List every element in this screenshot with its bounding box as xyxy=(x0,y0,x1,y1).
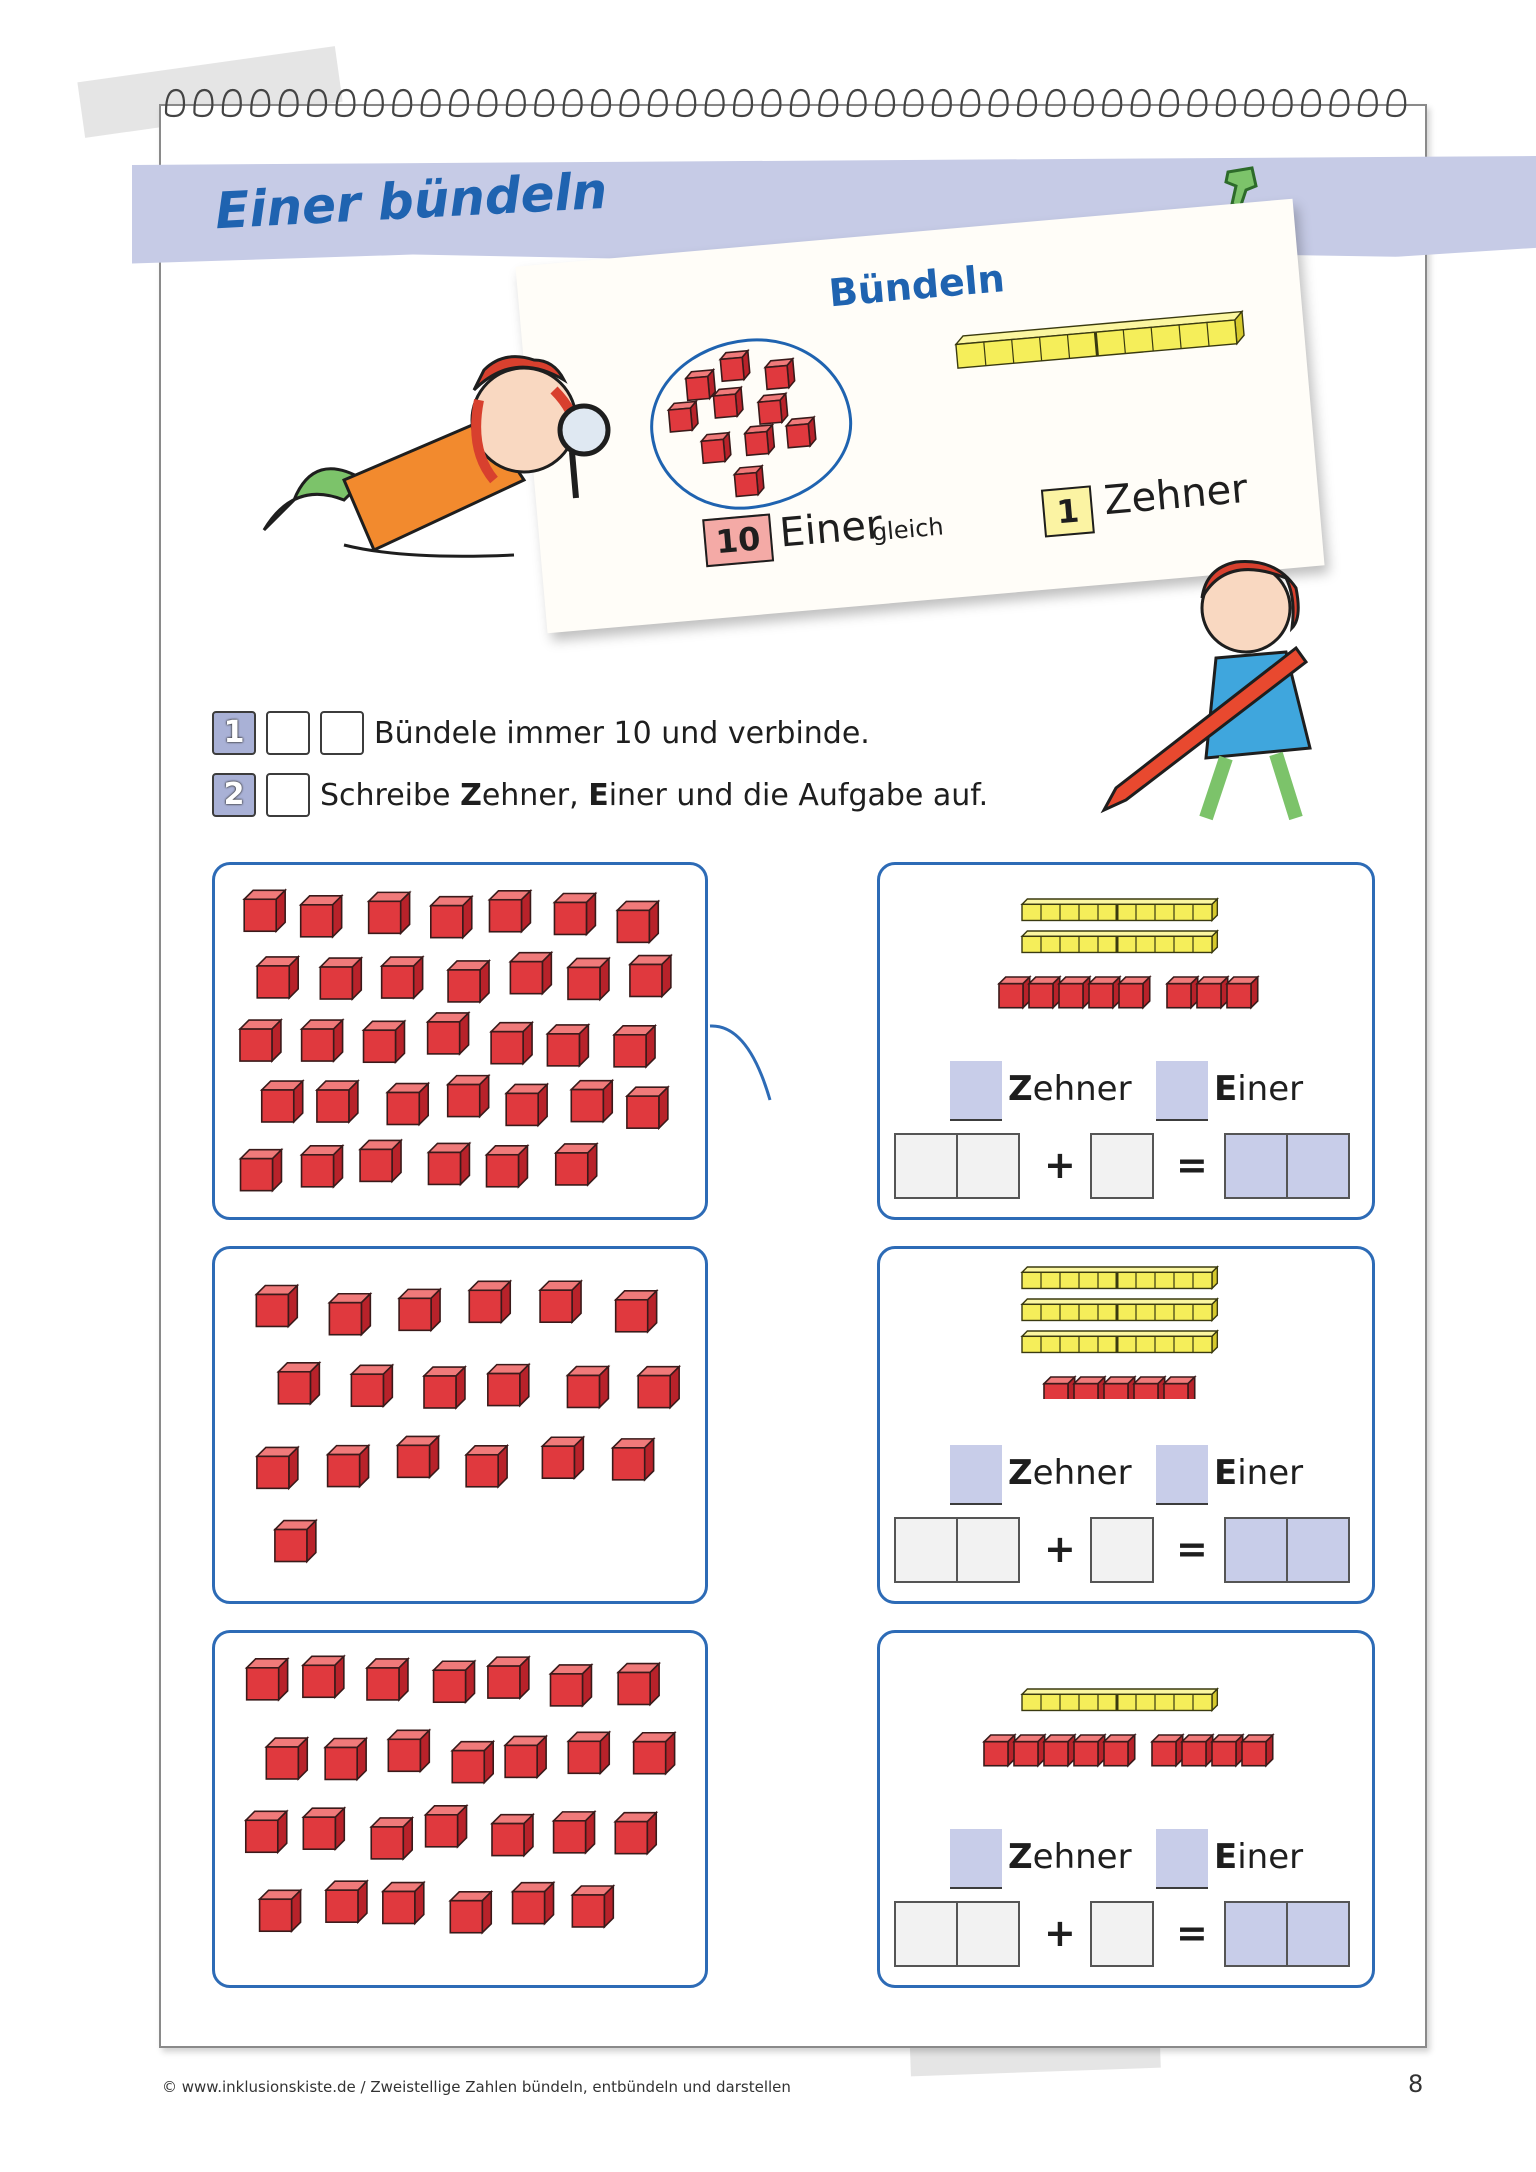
footer-copyright: © www.inklusionskiste.de / Zweistellige Zahlen bündeln, entbündeln und darstellen xyxy=(162,2078,791,2096)
einer-label: Einer xyxy=(1214,1837,1304,1877)
loose-cube xyxy=(244,890,285,931)
task-1-text: Bündele immer 10 und verbinde. xyxy=(374,715,870,751)
loose-cube xyxy=(513,1883,554,1924)
page-number: 8 xyxy=(1408,2070,1424,2098)
einer-write-field[interactable] xyxy=(1156,1829,1208,1887)
cube-field-2[interactable] xyxy=(212,1246,708,1604)
page-title: Einer bündeln xyxy=(213,161,609,241)
result-ones-field[interactable] xyxy=(1286,1901,1350,1967)
answer-box-2 xyxy=(877,1246,1375,1604)
example-cube xyxy=(720,351,751,382)
answer-ten-rod xyxy=(1022,1299,1217,1320)
girl-pencil-illustration xyxy=(1096,548,1346,848)
example-cube xyxy=(713,387,744,418)
loose-cube xyxy=(488,1365,529,1406)
loose-cube xyxy=(448,1076,489,1117)
loose-cube xyxy=(466,1446,507,1487)
answer-box-3 xyxy=(877,1630,1375,1988)
plus-sign: + xyxy=(1044,1911,1076,1955)
answer-cube xyxy=(999,977,1030,1008)
loose-cube xyxy=(383,1883,424,1924)
task-1 xyxy=(212,710,870,756)
loose-cube xyxy=(262,1081,303,1122)
loose-cube xyxy=(266,1738,307,1779)
answer-cube xyxy=(1029,977,1060,1008)
answer-cube xyxy=(984,1735,1015,1766)
answer-ten-rod xyxy=(1022,1689,1217,1710)
loose-cube xyxy=(275,1521,316,1562)
loose-cube xyxy=(567,1367,608,1408)
loose-cube xyxy=(382,957,423,998)
loose-cube xyxy=(547,1025,588,1066)
loose-cube xyxy=(571,1081,612,1122)
loose-cube xyxy=(329,1294,370,1335)
loose-cube xyxy=(257,957,298,998)
loose-cube xyxy=(448,961,489,1002)
loose-cube xyxy=(424,1367,465,1408)
zehner-label: Zehner xyxy=(1008,1453,1132,1493)
loose-cube xyxy=(554,894,595,935)
tens-digit-field[interactable] xyxy=(894,1517,958,1583)
loose-cube xyxy=(428,1013,469,1054)
answer-cube xyxy=(1227,977,1258,1008)
loose-cube xyxy=(489,891,530,932)
loose-cube xyxy=(614,1026,655,1067)
pencil-icon xyxy=(320,711,364,755)
loose-cube xyxy=(568,1732,609,1773)
loose-cube xyxy=(320,958,361,999)
answer-cube xyxy=(1104,1735,1135,1766)
result-tens-field[interactable] xyxy=(1224,1517,1288,1583)
spiral-binding xyxy=(160,82,1422,122)
answer-cube xyxy=(1197,977,1228,1008)
loose-cube xyxy=(302,1146,343,1187)
plus-sign: + xyxy=(1044,1527,1076,1571)
loose-cube xyxy=(303,1656,344,1697)
result-tens-field[interactable] xyxy=(1224,1133,1288,1199)
addend-field[interactable] xyxy=(1090,1901,1154,1967)
loose-cube xyxy=(388,1730,429,1771)
answer-ten-rod xyxy=(1022,1331,1217,1352)
answer-cube xyxy=(1134,1377,1165,1399)
loose-cube xyxy=(452,1742,493,1783)
loose-cube xyxy=(360,1140,401,1181)
loose-cube xyxy=(301,896,342,937)
addend-field[interactable] xyxy=(1090,1133,1154,1199)
answer-cube xyxy=(1044,1735,1075,1766)
loose-cube xyxy=(617,901,658,942)
loose-cube xyxy=(431,897,472,938)
example-cube xyxy=(668,401,699,432)
loose-cube xyxy=(303,1808,344,1849)
ones-label: Einer xyxy=(777,501,885,557)
color-pencil-icon xyxy=(266,711,310,755)
loose-cube xyxy=(627,1087,668,1128)
tens-digit-field[interactable] xyxy=(894,1901,958,1967)
task-number-1: 1 xyxy=(212,711,256,755)
loose-cube xyxy=(302,1020,343,1061)
loose-cube xyxy=(630,956,671,997)
tens-digit-field[interactable] xyxy=(894,1133,958,1199)
answer-cube xyxy=(1167,977,1198,1008)
example-cube xyxy=(744,425,775,456)
loose-cube xyxy=(556,1144,597,1185)
answer-cube xyxy=(1152,1735,1183,1766)
loose-cube xyxy=(568,958,609,999)
loose-cube xyxy=(428,1143,469,1184)
tens-count-tag: 1 xyxy=(1041,485,1095,537)
loose-cube xyxy=(488,1657,529,1698)
loose-cube xyxy=(260,1890,301,1931)
answer-cube xyxy=(1182,1735,1213,1766)
write-icon xyxy=(266,773,310,817)
loose-cube xyxy=(492,1815,533,1856)
answer-ten-rod xyxy=(1022,1267,1217,1288)
answer-ten-rod xyxy=(1022,899,1217,920)
loose-cube xyxy=(369,892,410,933)
answer-cube xyxy=(1014,1735,1045,1766)
answer-cube xyxy=(1104,1377,1135,1399)
loose-cube xyxy=(364,1021,405,1062)
answer-cube xyxy=(1212,1735,1243,1766)
loose-cube xyxy=(387,1084,428,1125)
ones-digit-field[interactable] xyxy=(956,1901,1020,1967)
loose-cube xyxy=(634,1733,675,1774)
answer-cube xyxy=(1119,977,1150,1008)
addend-field[interactable] xyxy=(1090,1517,1154,1583)
loose-cube xyxy=(240,1020,281,1061)
loose-cube xyxy=(542,1437,583,1478)
equals-sign: = xyxy=(1176,1527,1208,1571)
einer-label: Einer xyxy=(1214,1453,1304,1493)
example-cube xyxy=(685,370,716,401)
example-cube xyxy=(701,433,732,464)
zehner-label: Zehner xyxy=(1008,1069,1132,1109)
loose-cube xyxy=(506,1084,547,1125)
loose-cube xyxy=(550,1665,591,1706)
loose-cube xyxy=(615,1813,656,1854)
answer-ten-rod xyxy=(1022,931,1217,952)
answer-cube xyxy=(1089,977,1120,1008)
zehner-write-field[interactable] xyxy=(950,1445,1002,1503)
loose-cube xyxy=(618,1664,659,1705)
result-ones-field[interactable] xyxy=(1286,1517,1350,1583)
answer-cube xyxy=(1044,1377,1075,1399)
einer-label: Einer xyxy=(1214,1069,1304,1109)
loose-cube xyxy=(638,1367,679,1408)
loose-cube xyxy=(325,1739,366,1780)
zehner-write-field[interactable] xyxy=(950,1829,1002,1887)
loose-cube xyxy=(247,1659,288,1700)
ones-count-tag: 10 xyxy=(702,513,774,567)
loose-cube xyxy=(616,1291,657,1332)
task-number-2: 2 xyxy=(212,773,256,817)
einer-write-field[interactable] xyxy=(1156,1061,1208,1119)
plus-sign: + xyxy=(1044,1143,1076,1187)
result-tens-field[interactable] xyxy=(1224,1901,1288,1967)
result-ones-field[interactable] xyxy=(1286,1133,1350,1199)
loose-cube xyxy=(398,1436,439,1477)
loose-cube xyxy=(434,1661,475,1702)
equals-sign: = xyxy=(1176,1911,1208,1955)
loose-cube xyxy=(469,1281,510,1322)
card-title: Bündeln xyxy=(827,256,1007,316)
loose-cube xyxy=(246,1811,287,1852)
answer-cube xyxy=(1242,1735,1273,1766)
example-cube xyxy=(786,417,817,448)
answer-cube xyxy=(1164,1377,1195,1399)
loose-cube xyxy=(572,1886,613,1927)
loose-cube xyxy=(450,1892,491,1933)
task-2 xyxy=(212,772,988,818)
equals-word: gleich xyxy=(870,512,945,547)
loose-cube xyxy=(399,1289,440,1330)
cube-field-3[interactable] xyxy=(212,1630,708,1988)
loose-cube xyxy=(278,1363,319,1404)
girl-magnifier-illustration xyxy=(254,330,614,590)
loose-cube xyxy=(554,1812,595,1853)
answer-cube xyxy=(1074,1377,1105,1399)
loose-cube xyxy=(367,1659,408,1700)
loose-cube xyxy=(540,1281,581,1322)
loose-cube xyxy=(426,1806,467,1847)
loose-cube xyxy=(317,1081,358,1122)
answer-cube xyxy=(1059,977,1090,1008)
loose-cube xyxy=(613,1439,654,1480)
loose-cube xyxy=(256,1286,297,1327)
example-cube xyxy=(758,394,789,425)
answer-cube xyxy=(1074,1735,1105,1766)
example-cube xyxy=(734,466,765,497)
zehner-write-field[interactable] xyxy=(950,1061,1002,1119)
loose-cube xyxy=(351,1365,392,1406)
answer-box-1 xyxy=(877,862,1375,1220)
equals-sign: = xyxy=(1176,1143,1208,1187)
loose-cube xyxy=(487,1146,528,1187)
cube-field-1[interactable] xyxy=(212,862,708,1220)
ones-digit-field[interactable] xyxy=(956,1517,1020,1583)
ones-digit-field[interactable] xyxy=(956,1133,1020,1199)
loose-cube xyxy=(326,1881,367,1922)
einer-write-field[interactable] xyxy=(1156,1445,1208,1503)
loose-cube xyxy=(491,1023,532,1064)
loose-cube xyxy=(328,1446,369,1487)
example-ten-rod xyxy=(955,312,1245,369)
connect-line xyxy=(708,1020,778,1130)
loose-cube xyxy=(371,1818,412,1859)
tens-label: Zehner xyxy=(1102,465,1250,525)
loose-cube xyxy=(241,1150,282,1191)
loose-cube xyxy=(505,1736,546,1777)
loose-cube xyxy=(510,953,551,994)
loose-cube xyxy=(257,1447,298,1488)
task-2-text: Schreibe Zehner, Einer und die Aufgabe auf. xyxy=(320,777,989,813)
zehner-label: Zehner xyxy=(1008,1837,1132,1877)
example-cube xyxy=(765,359,796,390)
